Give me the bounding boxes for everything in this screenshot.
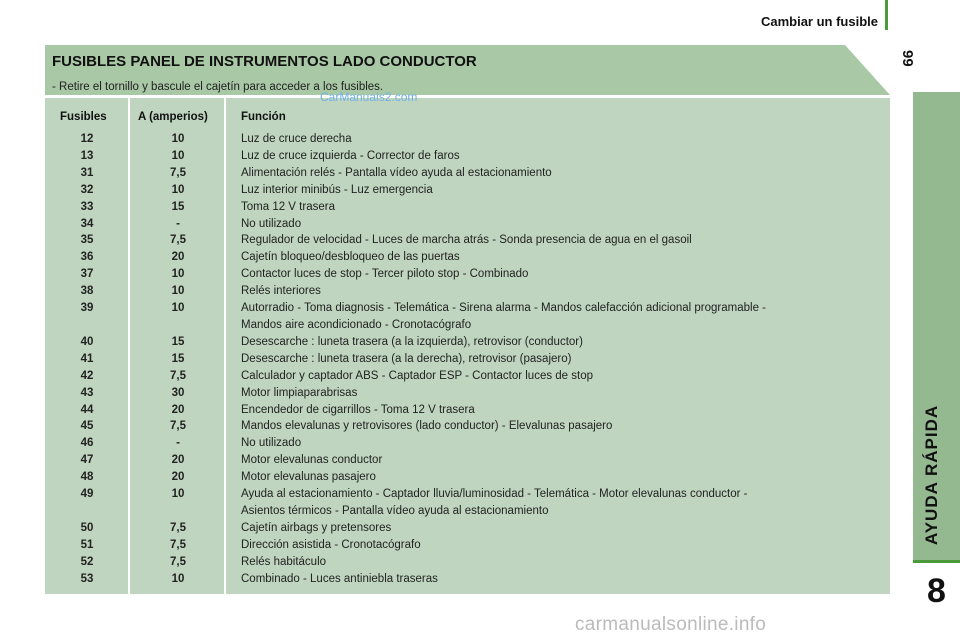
table-row bbox=[45, 486, 890, 520]
fuse-number: 46 bbox=[80, 437, 94, 450]
fuse-table-rows bbox=[45, 131, 890, 587]
instruction-text: - Retire el tornillo y bascule el cajetín para acceder a los fusibles. bbox=[52, 81, 384, 93]
side-tab-label: AYUDA RÁPIDA bbox=[922, 404, 941, 545]
fuse-function: Motor limpiaparabrisas bbox=[241, 386, 358, 399]
fuse-amperage: 10 bbox=[171, 302, 185, 315]
fuse-number: 40 bbox=[80, 335, 94, 348]
fuse-number: 32 bbox=[80, 183, 94, 196]
fuse-amperage: - bbox=[176, 217, 180, 230]
fuse-function: Luz de cruce izquierda - Corrector de faros bbox=[241, 149, 460, 162]
fuse-number: 31 bbox=[80, 166, 94, 179]
page-number: 99 bbox=[899, 50, 916, 67]
side-tab-number: 8 bbox=[927, 571, 946, 610]
fuse-amperage: 7,5 bbox=[170, 234, 186, 247]
fuse-function: Alimentación relés - Pantalla vídeo ayuda al estacionamiento bbox=[241, 166, 552, 179]
fuse-number: 47 bbox=[80, 454, 94, 467]
fuse-amperage: 7,5 bbox=[170, 521, 186, 534]
fuse-function: Cajetín airbags y pretensores bbox=[241, 521, 392, 534]
fuse-amperage: 7,5 bbox=[170, 420, 186, 433]
table-row bbox=[45, 351, 890, 368]
fuse-amperage: 7,5 bbox=[170, 369, 186, 382]
fuse-amperage: 10 bbox=[171, 133, 185, 145]
fuse-amperage: 15 bbox=[171, 352, 185, 365]
table-row bbox=[45, 418, 890, 435]
fuse-function: No utilizado bbox=[241, 217, 302, 230]
fuse-amperage: 7,5 bbox=[170, 166, 186, 179]
fuse-number: 35 bbox=[80, 234, 94, 247]
fuse-amperage: - bbox=[176, 437, 180, 450]
table-row bbox=[45, 368, 890, 385]
fuse-amperage: 7,5 bbox=[170, 555, 186, 568]
table-row bbox=[45, 232, 890, 249]
fuse-amperage: 10 bbox=[171, 488, 185, 501]
fuse-number: 44 bbox=[80, 403, 94, 416]
header-title: Cambiar un fusible bbox=[760, 14, 878, 29]
fuse-number: 45 bbox=[80, 420, 94, 433]
fuse-number: 12 bbox=[80, 133, 94, 145]
fuse-amperage: 10 bbox=[171, 149, 185, 162]
table-row bbox=[45, 469, 890, 486]
table-row bbox=[45, 300, 890, 334]
fuse-number: 52 bbox=[80, 555, 94, 568]
fuse-amperage: 20 bbox=[171, 251, 185, 264]
table-row bbox=[45, 334, 890, 351]
column-header-fuse: Fusibles bbox=[60, 111, 107, 123]
fuse-amperage: 20 bbox=[171, 471, 185, 484]
fuse-amperage: 20 bbox=[171, 454, 185, 467]
fuse-amperage: 10 bbox=[171, 285, 185, 298]
fuse-number: 33 bbox=[80, 200, 94, 213]
table-row bbox=[45, 249, 890, 266]
table-row bbox=[45, 266, 890, 283]
fuse-number: 53 bbox=[80, 572, 94, 585]
fuse-amperage: 15 bbox=[171, 335, 185, 348]
fuse-number: 51 bbox=[80, 538, 94, 551]
watermark-bottom: carmanualsonline.info bbox=[575, 614, 767, 635]
table-row bbox=[45, 435, 890, 452]
table-row bbox=[45, 402, 890, 419]
fuse-number: 49 bbox=[80, 488, 94, 501]
table-row bbox=[45, 148, 890, 165]
fuse-number: 50 bbox=[80, 521, 94, 534]
table-row bbox=[45, 165, 890, 182]
section-title: FUSIBLES PANEL DE INSTRUMENTOS LADO CONDUCTOR bbox=[52, 53, 477, 70]
fuse-function: Toma 12 V trasera bbox=[241, 200, 335, 213]
fuse-amperage: 30 bbox=[171, 386, 185, 399]
fuse-number: 48 bbox=[80, 471, 94, 484]
table-row bbox=[45, 452, 890, 469]
fuse-amperage: 10 bbox=[171, 268, 185, 281]
fuse-function: Contactor luces de stop - Tercer piloto stop - Combinado bbox=[241, 268, 529, 281]
table-row bbox=[45, 131, 890, 148]
fuse-number: 43 bbox=[80, 386, 94, 399]
fuse-amperage: 15 bbox=[171, 200, 185, 213]
fuse-number: 37 bbox=[80, 268, 94, 281]
fuse-number: 34 bbox=[80, 217, 94, 230]
fuse-amperage: 10 bbox=[171, 572, 185, 585]
fuse-number: 36 bbox=[80, 251, 94, 264]
fuse-function: Luz de cruce derecha bbox=[241, 133, 352, 145]
fuse-number: 41 bbox=[80, 352, 94, 365]
table-row bbox=[45, 182, 890, 199]
table-row bbox=[45, 571, 890, 588]
table-row bbox=[45, 520, 890, 537]
table-row bbox=[45, 283, 890, 300]
fuse-amperage: 7,5 bbox=[170, 538, 186, 551]
fuse-function: Mandos elevalunas y retrovisores (lado conductor) - Elevalunas pasajero bbox=[241, 420, 613, 433]
fuse-amperage: 10 bbox=[171, 183, 185, 196]
fuse-function: Motor elevalunas pasajero bbox=[241, 471, 376, 484]
table-row bbox=[45, 216, 890, 233]
table-row bbox=[45, 554, 890, 571]
fuse-function: Calculador y captador ABS - Captador ESP - Contactor luces de stop bbox=[241, 369, 594, 382]
column-header-amps: A (amperios) bbox=[138, 111, 208, 123]
fuse-function: Motor elevalunas conductor bbox=[241, 454, 383, 467]
fuse-function: Dirección asistida - Cronotacógrafo bbox=[241, 538, 421, 551]
fuse-function: Desescarche : luneta trasera (a la izquierda), retrovisor (conductor) bbox=[241, 335, 583, 348]
fuse-function: Desescarche : luneta trasera (a la derecha), retrovisor (pasajero) bbox=[241, 352, 572, 365]
fuse-function: Relés interiores bbox=[241, 285, 321, 298]
fuse-function: Combinado - Luces antiniebla traseras bbox=[241, 572, 438, 585]
header-accent-bar bbox=[885, 0, 888, 30]
fuse-number: 42 bbox=[80, 369, 94, 382]
fuse-function: Luz interior minibús - Luz emergencia bbox=[241, 183, 433, 196]
fuse-function: Autorradio - Toma diagnosis - Telemática - Sirena alarma - Mandos calefacción adicional programable - Mandos aire acondicionado - Cronotacógrafo bbox=[241, 302, 766, 331]
table-row bbox=[45, 199, 890, 216]
table-row bbox=[45, 385, 890, 402]
fuse-amperage: 20 bbox=[171, 403, 185, 416]
column-header-function: Función bbox=[241, 111, 286, 123]
fuse-function: Encendedor de cigarrillos - Toma 12 V trasera bbox=[241, 403, 475, 416]
fuse-function: Relés habitáculo bbox=[241, 555, 327, 568]
fuse-function: No utilizado bbox=[241, 437, 302, 450]
fuse-function: Ayuda al estacionamiento - Captador lluvia/luminosidad - Telemática - Motor elevalunas conductor - Asientos térmicos - Pantalla vídeo ayuda al estacionamiento bbox=[241, 488, 748, 517]
fuse-function: Cajetín bloqueo/desbloqueo de las puertas bbox=[241, 251, 460, 264]
fuse-number: 13 bbox=[80, 149, 94, 162]
table-row bbox=[45, 537, 890, 554]
fuse-number: 38 bbox=[80, 285, 94, 298]
fuse-number: 39 bbox=[80, 302, 94, 315]
watermark-top: CarManuals2.com bbox=[320, 90, 418, 104]
fuse-function: Regulador de velocidad - Luces de marcha atrás - Sonda presencia de agua en el gasoil bbox=[241, 234, 692, 247]
